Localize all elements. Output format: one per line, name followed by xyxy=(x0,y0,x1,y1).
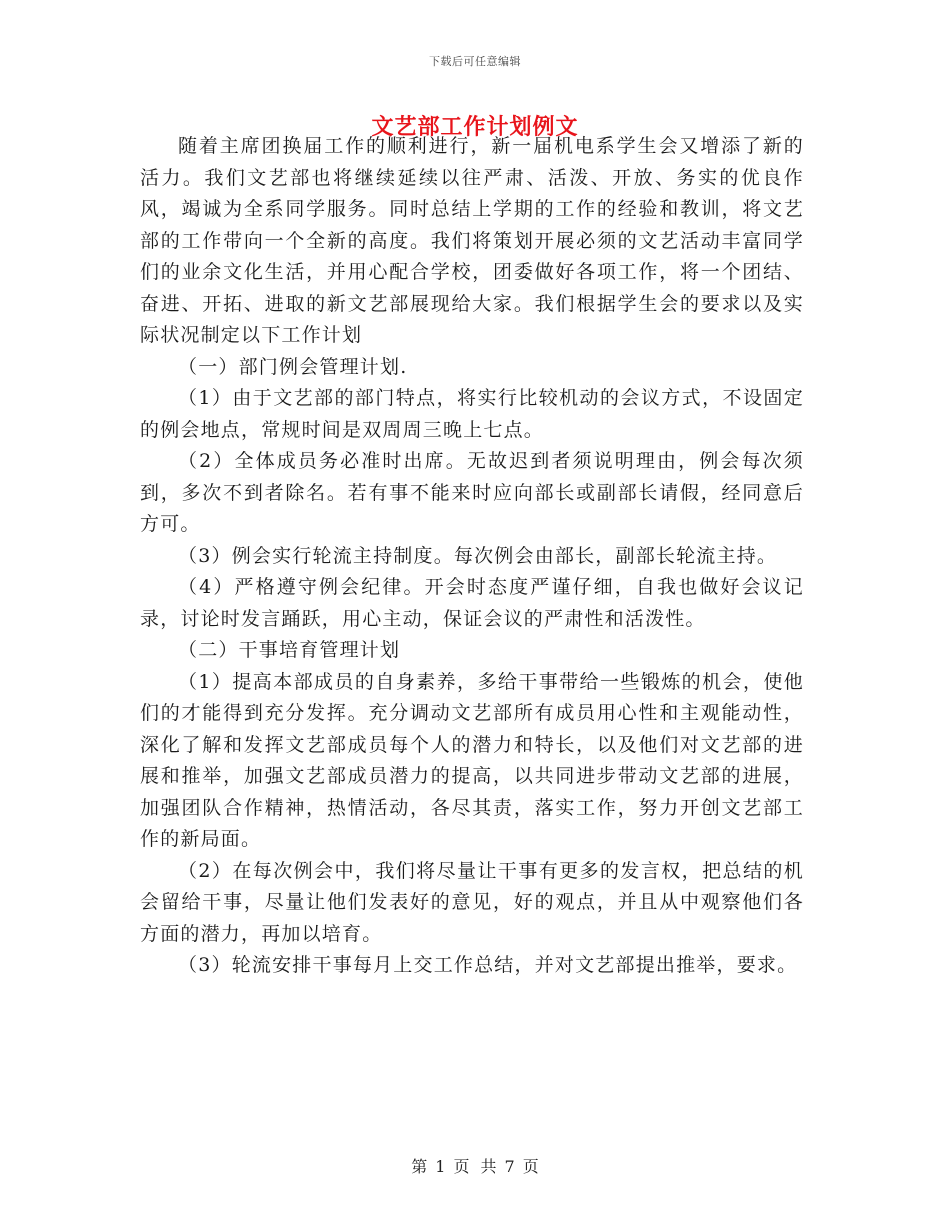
document-body xyxy=(140,131,804,982)
page-total: 7 xyxy=(504,1157,515,1176)
page-footer-middle: 页 共 xyxy=(453,1157,497,1176)
paragraph-meeting-item-2: （2）全体成员务必准时出席。无故迟到者须说明理由，例会每次须到，多次不到者除名。若有事不能来时应向部长或副部长请假，经同意后方可。 xyxy=(140,450,804,535)
section-heading-meeting-plan: （一）部门例会管理计划. xyxy=(178,355,408,378)
page-footer-prefix: 第 xyxy=(411,1157,428,1176)
paragraph-meeting-item-1: （1）由于文艺部的部门特点，将实行比较机动的会议方式，不设固定的例会地点，常规时间是双周周三晚上七点。 xyxy=(140,387,804,441)
paragraph-intro: 随着主席团换届工作的顺利进行，新一届机电系学生会又增添了新的活力。我们文艺部也将继续延续以往严肃、活泼、开放、务实的优良作风，竭诚为全系同学服务。同时总结上学期的工作的经验和教训，将文艺部的工作带向一个全新的高度。我们将策划开展必须的文艺活动丰富同学们的业余文化生活，并用心配合学校，团委做好各项工作，将一个团结、奋进、开拓、进取的新文艺部展现给大家。我们根据学生会的要求以及实际状况制定以下工作计划 xyxy=(140,135,804,346)
page-footer-suffix: 页 xyxy=(522,1157,539,1176)
paragraph-staff-item-1: （1）提高本部成员的自身素养，多给干事带给一些锻炼的机会，使他们的才能得到充分发挥。充分调动文艺部所有成员用心性和主观能动性，深化了解和发挥文艺部成员每个人的潜力和特长，以及他们对文艺部的进展和推举，加强文艺部成员潜力的提高，以共同进步带动文艺部的进展，加强团队合作精神，热情活动，各尽其责，落实工作，努力开创文艺部工作的新局面。 xyxy=(140,670,804,850)
page-header-note: 下载后可任意编辑 xyxy=(429,55,521,68)
document-title: 文艺部工作计划例文 xyxy=(371,114,579,140)
page-number: 1 xyxy=(435,1157,446,1176)
page-footer xyxy=(0,1154,950,1177)
section-heading-staff-plan: （二）干事培育管理计划 xyxy=(178,639,401,661)
paragraph-meeting-item-3: （3）例会实行轮流主持制度。每次例会由部长，副部长轮流主持。 xyxy=(178,544,778,567)
paragraph-staff-item-2: （2）在每次例会中，我们将尽量让干事有更多的发言权，把总结的机会留给干事，尽量让他们发表好的意见，好的观点，并且从中观察他们各方面的潜力，再加以培育。 xyxy=(140,859,804,945)
paragraph-meeting-item-4: （4）严格遵守例会纪律。开会时态度严谨仔细，自我也做好会议记录，讨论时发言踊跃，用心主动，保证会议的严肃性和活泼性。 xyxy=(140,576,804,630)
paragraph-staff-item-3: （3）轮流安排干事每月上交工作总结，并对文艺部提出推举，要求。 xyxy=(178,954,798,976)
